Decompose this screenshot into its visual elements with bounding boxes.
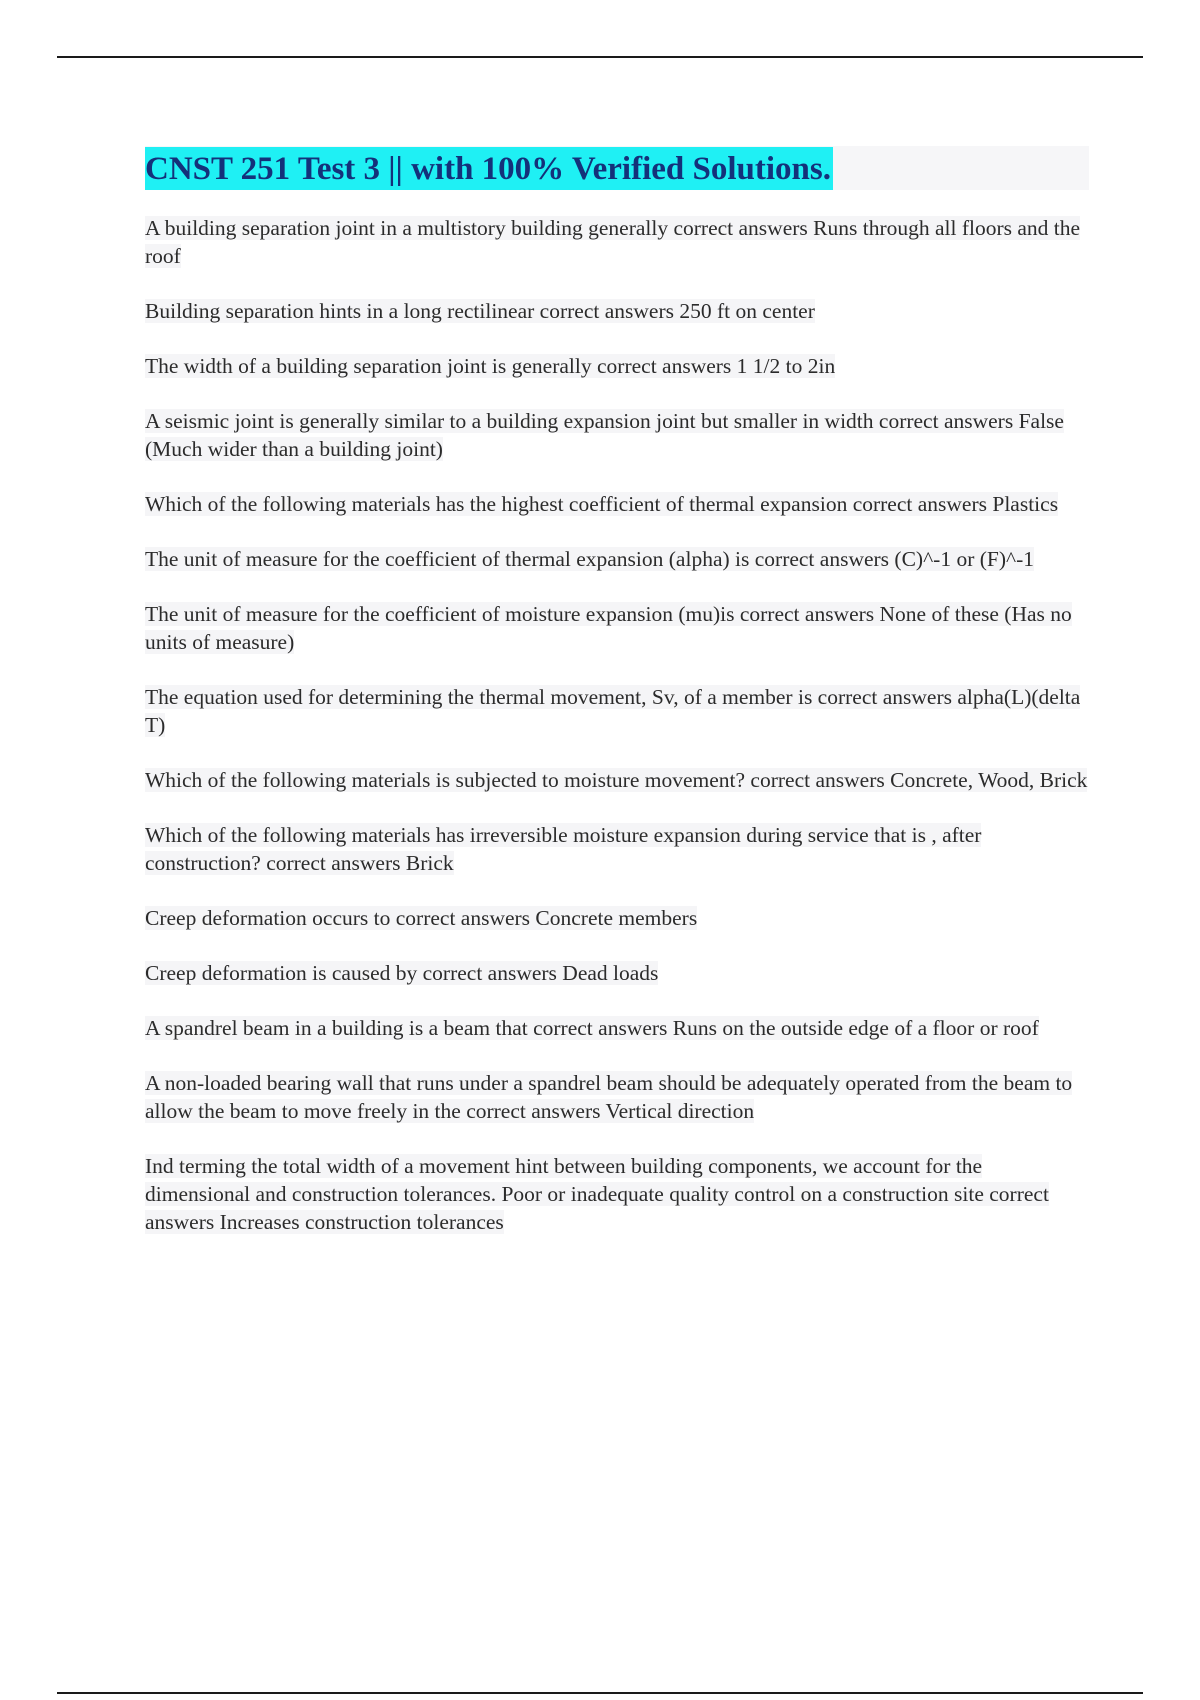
qa-item-7: The unit of measure for the coefficient of moisture expansion (mu)is correct answers None of these (Has no units of measure) [145,602,1072,654]
qa-item-13: A spandrel beam in a building is a beam that correct answers Runs on the outside edge of a floor or roof [145,1016,1039,1040]
qa-item-11: Creep deformation occurs to correct answers Concrete members [145,906,698,930]
bottom-rule [57,1692,1143,1694]
top-rule [57,56,1143,58]
qa-item-4: A seismic joint is generally similar to a building expansion joint but smaller in width correct answers False (Much wider than a building joint) [145,409,1064,461]
qa-item-12: Creep deformation is caused by correct answers Dead loads [145,961,659,985]
qa-item-3: The width of a building separation joint is generally correct answers 1 1/2 to 2in [145,354,836,378]
qa-item-14: A non-loaded bearing wall that runs under a spandrel beam should be adequately operated from the beam to allow the beam to move freely in the correct answers Vertical direction [145,1071,1073,1123]
qa-item-5: Which of the following materials has the highest coefficient of thermal expansion correct answers Plastics [145,492,1059,516]
title-band [145,146,1089,190]
qa-item-1: A building separation joint in a multistory building generally correct answers Runs through all floors and the roof [145,216,1081,268]
qa-item-9: Which of the following materials is subjected to moisture movement? correct answers Concrete, Wood, Brick [145,768,1088,792]
qa-item-2: Building separation hints in a long rectilinear correct answers 250 ft on center [145,299,815,323]
document-title: CNST 251 Test 3 || with 100% Verified Solutions. [145,147,833,190]
qa-item-8: The equation used for determining the thermal movement, Sv, of a member is correct answers alpha(L)(delta T) [145,685,1081,737]
document-body [145,146,1089,1263]
qa-item-6: The unit of measure for the coefficient of thermal expansion (alpha) is correct answers (C)^-1 or (F)^-1 [145,547,1035,571]
qa-item-15: Ind terming the total width of a movement hint between building components, we account for the dimensional and construction tolerances. Poor or inadequate quality control on a construction site correct answers Increases construction tolerances [145,1154,1049,1234]
qa-item-10: Which of the following materials has irreversible moisture expansion during service that is , after construction? correct answers Brick [145,823,982,875]
